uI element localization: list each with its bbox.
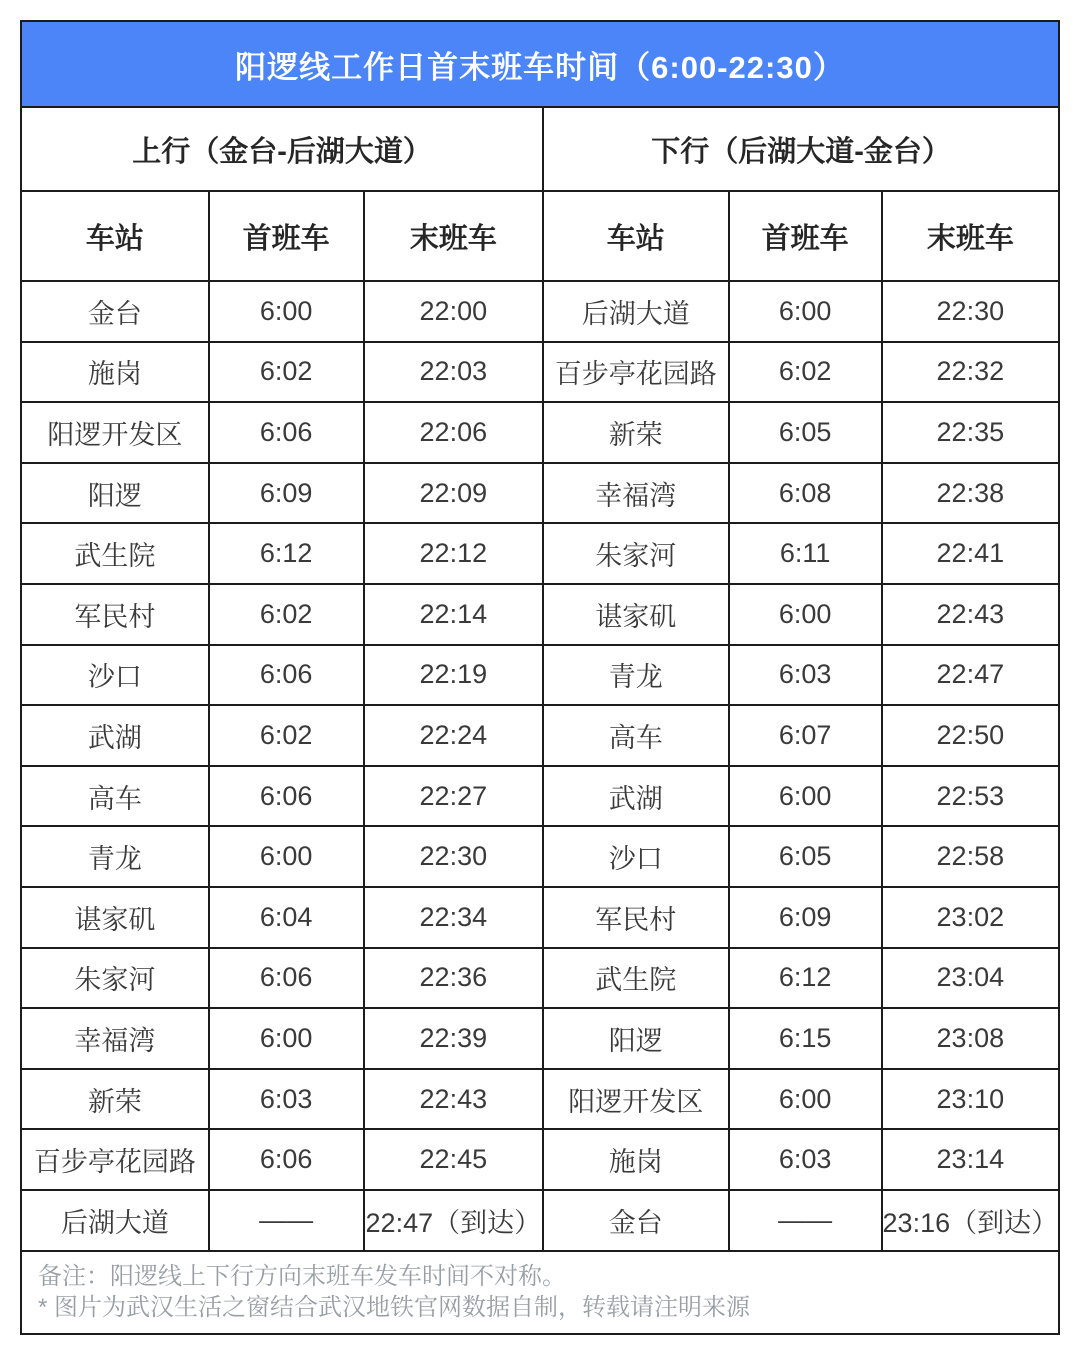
station-cell: 后湖大道 [544, 280, 727, 341]
first-train-cell: 6:03 [728, 1128, 881, 1189]
first-train-cell: 6:03 [208, 1068, 363, 1129]
last-train-cell: 22:00 [363, 280, 542, 341]
first-train-cell: 6:00 [208, 825, 363, 886]
station-cell: 金台 [22, 280, 208, 341]
first-train-cell: 6:07 [728, 704, 881, 765]
station-cell: 阳逻 [544, 1007, 727, 1068]
first-train-cell: 6:00 [728, 280, 881, 341]
first-train-cell: 6:02 [208, 341, 363, 402]
station-cell: 幸福湾 [544, 462, 727, 523]
station-cell: 青龙 [544, 644, 727, 705]
station-cell: 幸福湾 [22, 1007, 208, 1068]
station-cell: 谌家矶 [544, 583, 727, 644]
first-train-cell: 6:00 [728, 583, 881, 644]
last-train-cell: 22:53 [881, 765, 1058, 826]
station-cell: 朱家河 [22, 947, 208, 1008]
last-train-cell: 23:16（到达） [881, 1189, 1058, 1250]
first-train-cell: 6:12 [728, 947, 881, 1008]
column-header-last-train: 末班车 [363, 190, 542, 280]
first-train-cell: 6:00 [208, 1007, 363, 1068]
column-header-first-train: 首班车 [728, 190, 881, 280]
last-train-cell: 22:35 [881, 401, 1058, 462]
footnotes [22, 1250, 1058, 1333]
first-train-cell: 6:06 [208, 644, 363, 705]
station-cell: 武湖 [544, 765, 727, 826]
station-cell: 高车 [22, 765, 208, 826]
column-header-station: 车站 [22, 190, 208, 280]
down-direction-table [542, 190, 1058, 1250]
last-train-cell: 22:34 [363, 886, 542, 947]
last-train-cell: 22:32 [881, 341, 1058, 402]
first-train-cell: 6:03 [728, 644, 881, 705]
first-train-cell: 6:02 [208, 583, 363, 644]
first-train-cell: 6:04 [208, 886, 363, 947]
station-cell: 施岗 [544, 1128, 727, 1189]
last-train-cell: 23:10 [881, 1068, 1058, 1129]
first-train-cell: 6:02 [208, 704, 363, 765]
station-cell: 谌家矶 [22, 886, 208, 947]
last-train-cell: 23:14 [881, 1128, 1058, 1189]
last-train-cell: 22:43 [881, 583, 1058, 644]
station-cell: 军民村 [544, 886, 727, 947]
first-train-cell: 6:02 [728, 341, 881, 402]
last-train-cell: 22:58 [881, 825, 1058, 886]
up-direction-table [22, 190, 542, 1250]
first-train-cell: 6:11 [728, 522, 881, 583]
station-cell: 高车 [544, 704, 727, 765]
title-bar [22, 22, 1058, 106]
last-train-cell: 23:02 [881, 886, 1058, 947]
last-train-cell: 22:19 [363, 644, 542, 705]
first-train-cell: 6:06 [208, 947, 363, 1008]
direction-header-row [22, 106, 1058, 190]
last-train-cell: 22:38 [881, 462, 1058, 523]
station-cell: 军民村 [22, 583, 208, 644]
station-cell: 后湖大道 [22, 1189, 208, 1250]
first-train-cell: 6:06 [208, 401, 363, 462]
station-cell: 青龙 [22, 825, 208, 886]
station-cell: 阳逻开发区 [22, 401, 208, 462]
last-train-cell: 22:06 [363, 401, 542, 462]
first-train-cell: 6:15 [728, 1007, 881, 1068]
station-cell: 百步亭花园路 [544, 341, 727, 402]
footnote-remark: 备注：阳逻线上下行方向末班车发车时间不对称。 [38, 1263, 566, 1290]
last-train-cell: 22:45 [363, 1128, 542, 1189]
station-cell: 阳逻开发区 [544, 1068, 727, 1129]
last-train-cell: 22:27 [363, 765, 542, 826]
first-train-cell: 6:00 [208, 280, 363, 341]
first-train-cell: 6:00 [728, 765, 881, 826]
station-cell: 施岗 [22, 341, 208, 402]
station-cell: 武生院 [22, 522, 208, 583]
last-train-cell: 22:24 [363, 704, 542, 765]
footnote-source: * 图片为武汉生活之窗结合武汉地铁官网数据自制，转载请注明来源 [38, 1294, 751, 1321]
first-train-cell: 6:09 [728, 886, 881, 947]
first-train-cell: 6:05 [728, 401, 881, 462]
first-train-cell: 6:05 [728, 825, 881, 886]
station-cell: 沙口 [22, 644, 208, 705]
last-train-cell: 22:47 [881, 644, 1058, 705]
last-train-cell: 22:09 [363, 462, 542, 523]
column-header-last-train: 末班车 [881, 190, 1058, 280]
last-train-cell: 23:08 [881, 1007, 1058, 1068]
direction-up-header: 上行（金台-后湖大道） [132, 135, 432, 168]
first-train-cell: —— [208, 1189, 363, 1250]
station-cell: 百步亭花园路 [22, 1128, 208, 1189]
last-train-cell: 23:04 [881, 947, 1058, 1008]
station-cell: 阳逻 [22, 462, 208, 523]
station-cell: 沙口 [544, 825, 727, 886]
last-train-cell: 22:30 [363, 825, 542, 886]
last-train-cell: 22:41 [881, 522, 1058, 583]
last-train-cell: 22:30 [881, 280, 1058, 341]
last-train-cell: 22:14 [363, 583, 542, 644]
last-train-cell: 22:43 [363, 1068, 542, 1129]
last-train-cell: 22:12 [363, 522, 542, 583]
last-train-cell: 22:36 [363, 947, 542, 1008]
station-cell: 金台 [544, 1189, 727, 1250]
station-cell: 武湖 [22, 704, 208, 765]
timetable-body [22, 190, 1058, 1250]
station-cell: 新荣 [544, 401, 727, 462]
table-frame [20, 20, 1060, 1335]
column-header-station: 车站 [544, 190, 727, 280]
last-train-cell: 22:50 [881, 704, 1058, 765]
last-train-cell: 22:47（到达） [363, 1189, 542, 1250]
last-train-cell: 22:03 [363, 341, 542, 402]
column-header-first-train: 首班车 [208, 190, 363, 280]
direction-down-header: 下行（后湖大道-金台） [542, 108, 1058, 190]
station-cell: 朱家河 [544, 522, 727, 583]
page-title: 阳逻线工作日首末班车时间（6:00-22:30） [235, 49, 845, 85]
first-train-cell: 6:09 [208, 462, 363, 523]
station-cell: 新荣 [22, 1068, 208, 1129]
first-train-cell: 6:00 [728, 1068, 881, 1129]
first-train-cell: 6:06 [208, 765, 363, 826]
first-train-cell: 6:06 [208, 1128, 363, 1189]
first-train-cell: 6:12 [208, 522, 363, 583]
last-train-cell: 22:39 [363, 1007, 542, 1068]
first-train-cell: 6:08 [728, 462, 881, 523]
station-cell: 武生院 [544, 947, 727, 1008]
first-train-cell: —— [728, 1189, 881, 1250]
